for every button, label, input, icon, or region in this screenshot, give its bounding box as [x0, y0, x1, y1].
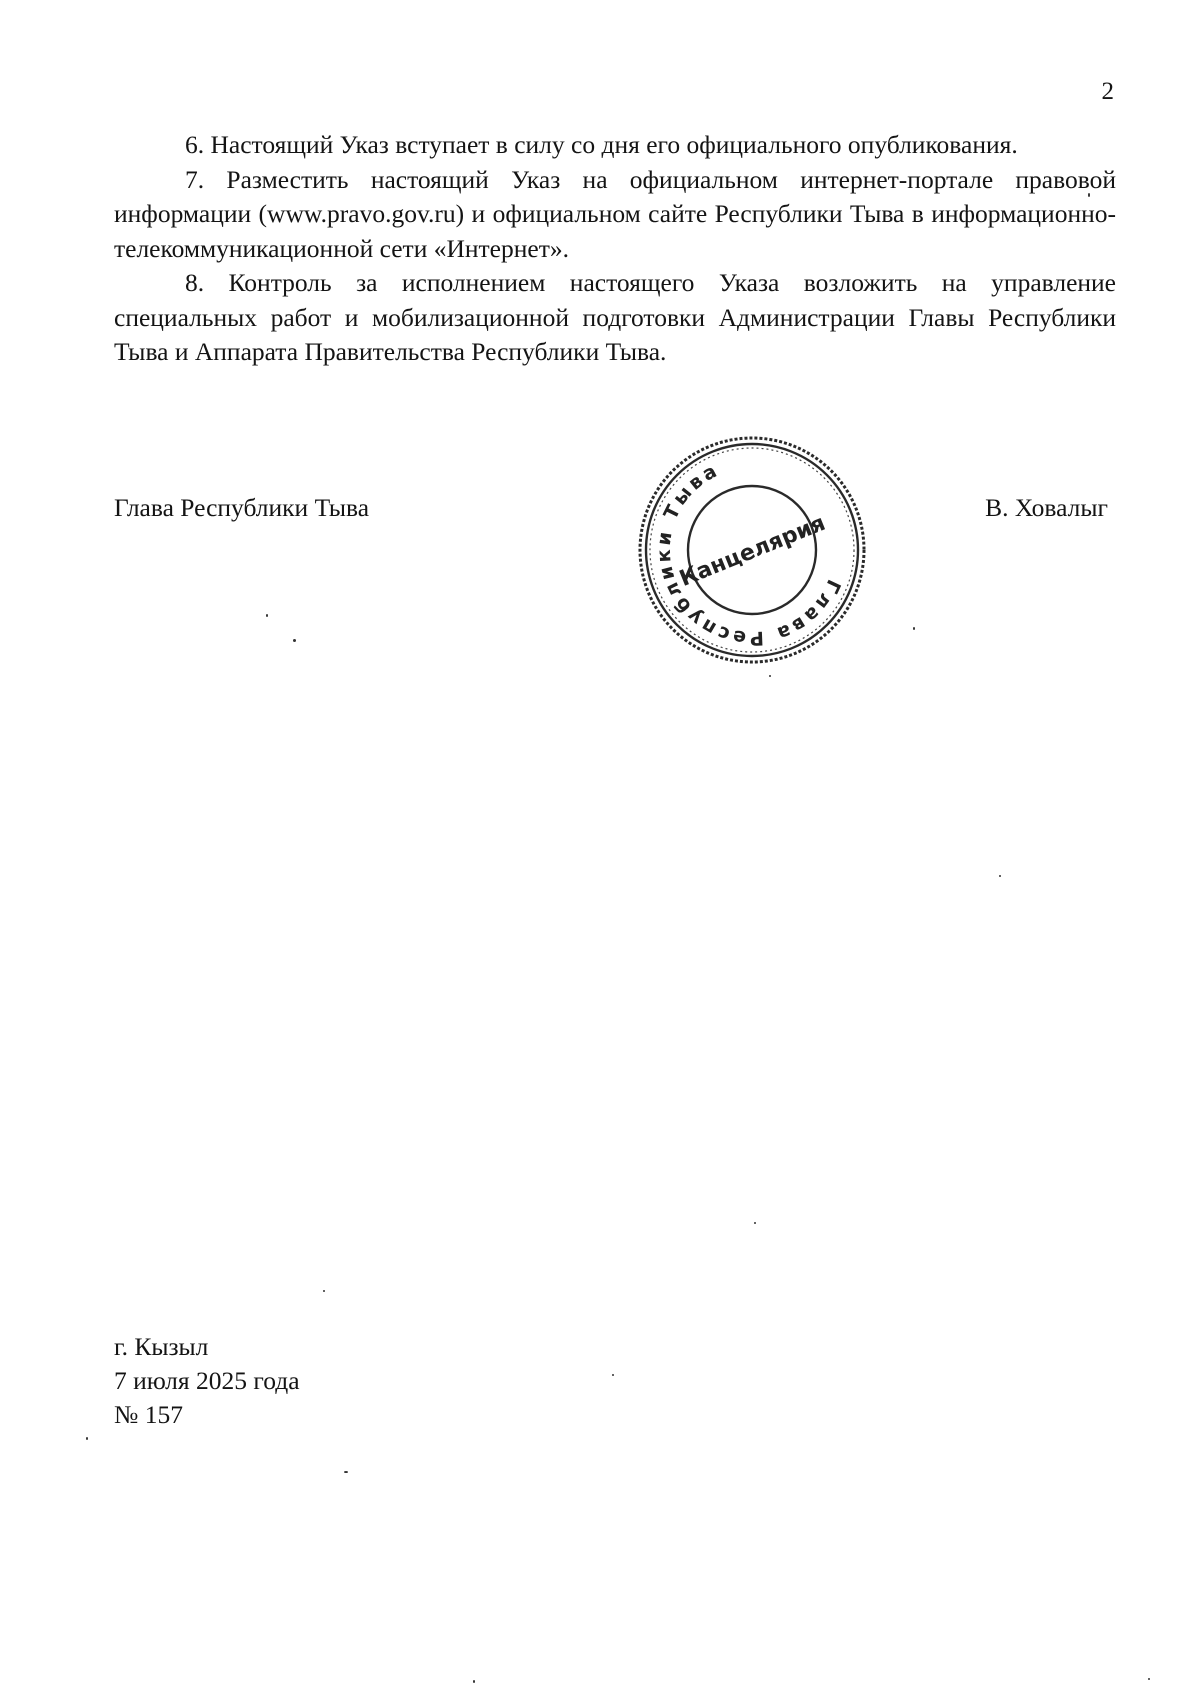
page-number: 2	[1101, 78, 1114, 105]
scan-speck	[473, 1680, 475, 1683]
scan-speck	[344, 1471, 348, 1473]
decree-number: № 157	[114, 1400, 183, 1429]
stamp-center-text: Канцелярия	[676, 510, 830, 592]
issue-city: г. Кызыл	[114, 1332, 209, 1361]
official-stamp	[632, 430, 872, 670]
decree-body	[114, 128, 1116, 370]
stamp-ring-text: Глава Республики Тыва	[652, 458, 845, 650]
issue-date: 7 июля 2025 года	[114, 1366, 300, 1395]
scan-speck	[1148, 1678, 1150, 1680]
scan-speck	[612, 1374, 614, 1376]
scan-speck	[769, 675, 771, 677]
scan-speck	[293, 639, 296, 642]
paragraph-6: 6. Настоящий Указ вступает в силу со дня его официального опубликования.	[185, 130, 1018, 159]
scan-speck	[754, 1222, 756, 1224]
scan-speck	[323, 1290, 325, 1292]
scan-speck	[999, 875, 1001, 877]
paragraph-8: 8. Контроль за исполнением настоящего Указа возложить на управление специальных работ и мобилизационной подготовки Администрации Главы Республики Тыва и Аппарата Правительства Республики Тыва.	[114, 268, 1116, 366]
scan-speck	[86, 1437, 88, 1440]
paragraph-7: 7. Разместить настоящий Указ на официальном интернет-портале правовой информации (www.pravo.gov.ru) и официальном сайте Республики Тыва в информационно-телекоммуникационной сети «Интернет».	[114, 164, 1116, 263]
signatory-name: В. Ховалыг	[985, 493, 1108, 522]
signatory-title: Глава Республики Тыва	[114, 493, 370, 522]
document-footer	[114, 1330, 300, 1432]
scan-speck	[913, 627, 915, 630]
scan-speck	[266, 614, 268, 617]
scan-speck	[1088, 193, 1090, 197]
